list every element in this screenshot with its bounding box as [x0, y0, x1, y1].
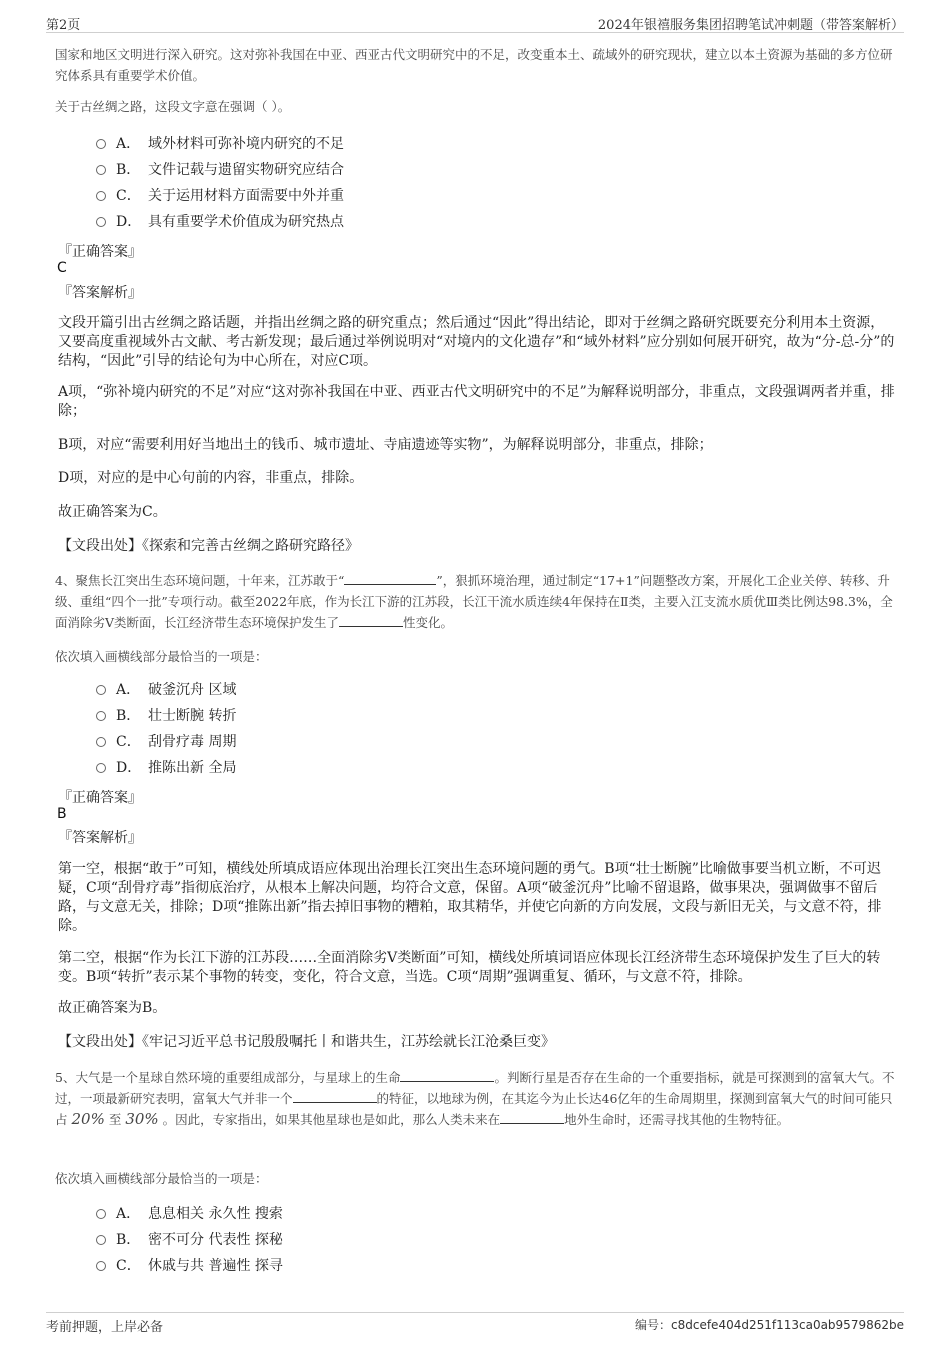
q4-analysis-2: 第二空，根据“作为长江下游的江苏段……全面消除劣Ⅴ类断面”可知，横线处所填词语应体现长江经济带生态环境保护发生了巨大的转变。B项“转折”表示某个事物的转变，变化，符合文意，当选。C项“周期”强调重复、循环，与文意不符，排除。: [58, 950, 881, 985]
radio-icon[interactable]: [96, 763, 106, 773]
q4-answer-label: 『正确答案』: [58, 790, 142, 806]
q3-option-b[interactable]: B． 文件记载与遗留实物研究应结合: [96, 160, 344, 180]
q3-analysis-3: B项，对应“需要利用好当地出土的钱币、城市遗址、寺庙遗迹等实物”，为解释说明部分，非重点，排除；: [58, 437, 713, 453]
q4-prompt: 依次填入画横线部分最恰当的一项是：: [55, 649, 268, 664]
q5-option-a[interactable]: A． 息息相关 永久性 搜索: [96, 1204, 283, 1224]
page-number: 第2页: [46, 18, 81, 33]
page-header: [46, 14, 904, 33]
footer-slogan: 考前押题，上岸必备: [46, 1320, 164, 1335]
q3-analysis-2: A项，“弥补境内研究的不足”对应“这对弥补我国在中亚、西亚古代文明研究中的不足”为解释说明部分，非重点，文段强调两者并重，排除；: [58, 384, 895, 419]
q5-option-b[interactable]: B． 密不可分 代表性 探秘: [96, 1230, 283, 1250]
q3-answer-label: 『正确答案』: [58, 244, 142, 260]
q3-analysis-label: 『答案解析』: [58, 285, 142, 301]
q4-answer: B: [57, 806, 67, 822]
percent-30: 30%: [125, 1110, 159, 1128]
q4-option-a[interactable]: A． 破釜沉舟 区域: [96, 680, 236, 700]
q5-prompt: 依次填入画横线部分最恰当的一项是：: [55, 1171, 268, 1186]
q5-stem: 5、大气是一个星球自然环境的重要组成部分，与星球上的生命 。判断行星是否存在生命的一个重要指标，就是可探测到的富氧大气。不过，一项最新研究表明，富氧大气并非一个 的特征，以地球为例，在其迄今为止长达46亿年的生命周期里，探测到富氧大气的时间可能只占 20% 至 30% 。因此，专家指出，如果其他星球也是如此，那么人类未来在 地外生命时，还需寻找其他的生物特征。: [55, 1070, 895, 1128]
percent-20: 20%: [71, 1110, 105, 1128]
blank-1[interactable]: [400, 1069, 494, 1082]
blank-2[interactable]: [293, 1090, 377, 1103]
radio-icon[interactable]: [96, 1261, 106, 1271]
q3-prompt: 关于古丝绸之路，这段文字意在强调（ ）。: [55, 99, 291, 114]
radio-icon[interactable]: [96, 191, 106, 201]
radio-icon[interactable]: [96, 711, 106, 721]
q3-option-d[interactable]: D． 具有重要学术价值成为研究热点: [96, 212, 344, 232]
blank-2[interactable]: [339, 614, 403, 627]
q3-passage: 国家和地区文明进行深入研究。这对弥补我国在中亚、西亚古代文明研究中的不足，改变重本土、疏域外的研究现状，建立以本土资源为基础的多方位研究体系具有重要学术价值。: [55, 47, 893, 83]
page-footer: [46, 1312, 904, 1335]
q4-option-b[interactable]: B． 壮士断腕 转折: [96, 706, 236, 726]
radio-icon[interactable]: [96, 139, 106, 149]
radio-icon[interactable]: [96, 1209, 106, 1219]
q3-option-a[interactable]: A． 域外材料可弥补境内研究的不足: [96, 134, 344, 154]
q4-source: 【文段出处】《牢记习近平总书记殷殷嘱托丨和谐共生，江苏绘就长江沧桑巨变》: [58, 1034, 555, 1050]
q4-analysis-1: 第一空，根据“敢于”可知，横线处所填成语应体现出治理长江突出生态环境问题的勇气。B项“壮士断腕”比喻做事要当机立断，不可迟疑，C项“刮骨疗毒”指彻底治疗，从根本上解决问题，均符合文意，保留。A项“破釜沉舟”比喻不留退路，做事果决，强调做事不留后路，与文意无关，排除；D项“推陈出新”指去掉旧事物的糟粕，取其精华，并使它向新的方向发展，文段与新旧无关，与文意不符，排除。: [58, 861, 882, 934]
blank-3[interactable]: [500, 1111, 564, 1124]
q3-answer: C: [57, 260, 67, 276]
q3-option-c[interactable]: C． 关于运用材料方面需要中外并重: [96, 186, 344, 206]
q4-stem: 4、聚焦长江突出生态环境问题，十年来，江苏敢于“ ”，狠抓环境治理，通过制定“17+1”问题整改方案，开展化工企业关停、转移、升级、重组“四个一批”专项行动。截至2022年底，作为长江下游的江苏段，长江干流水质连续4年保持在Ⅱ类，主要入江支流水质优Ⅲ类比例达98.3%，全面消除劣Ⅴ类断面，长江经济带生态环境保护发生了 性变化。: [55, 573, 893, 630]
q3-analysis-4: D项，对应的是中心句前的内容，非重点，排除。: [58, 470, 364, 486]
q3-analysis-5: 故正确答案为C。: [58, 504, 167, 520]
q3-source: 【文段出处】《探索和完善古丝绸之路研究路径》: [58, 538, 359, 554]
radio-icon[interactable]: [96, 737, 106, 747]
q4-analysis-label: 『答案解析』: [58, 830, 142, 846]
radio-icon[interactable]: [96, 165, 106, 175]
blank-1[interactable]: [344, 572, 436, 585]
radio-icon[interactable]: [96, 217, 106, 227]
q5-option-c[interactable]: C． 休戚与共 普遍性 探寻: [96, 1256, 283, 1276]
document-code: 编号：c8dcefe404d251f113ca0ab9579862be: [634, 1318, 904, 1332]
q4-analysis-3: 故正确答案为B。: [58, 1000, 167, 1016]
document-title: 2024年银禧服务集团招聘笔试冲刺题（带答案解析）: [597, 18, 904, 33]
radio-icon[interactable]: [96, 685, 106, 695]
q3-analysis-1: 文段开篇引出古丝绸之路话题，并指出丝绸之路的研究重点；然后通过“因此”得出结论，即对于丝绸之路研究既要充分利用本土资源，又要高度重视域外古文献、考古新发现；最后通过举例说明对“对境内的文化遗存”和“域外材料”应分别如何展开研究，故为“分-总-分”的结构，“因此”引导的结论句为中心所在，对应C项。: [58, 315, 895, 369]
q4-option-d[interactable]: D． 推陈出新 全局: [96, 758, 236, 778]
radio-icon[interactable]: [96, 1235, 106, 1245]
q4-option-c[interactable]: C． 刮骨疗毒 周期: [96, 732, 236, 752]
